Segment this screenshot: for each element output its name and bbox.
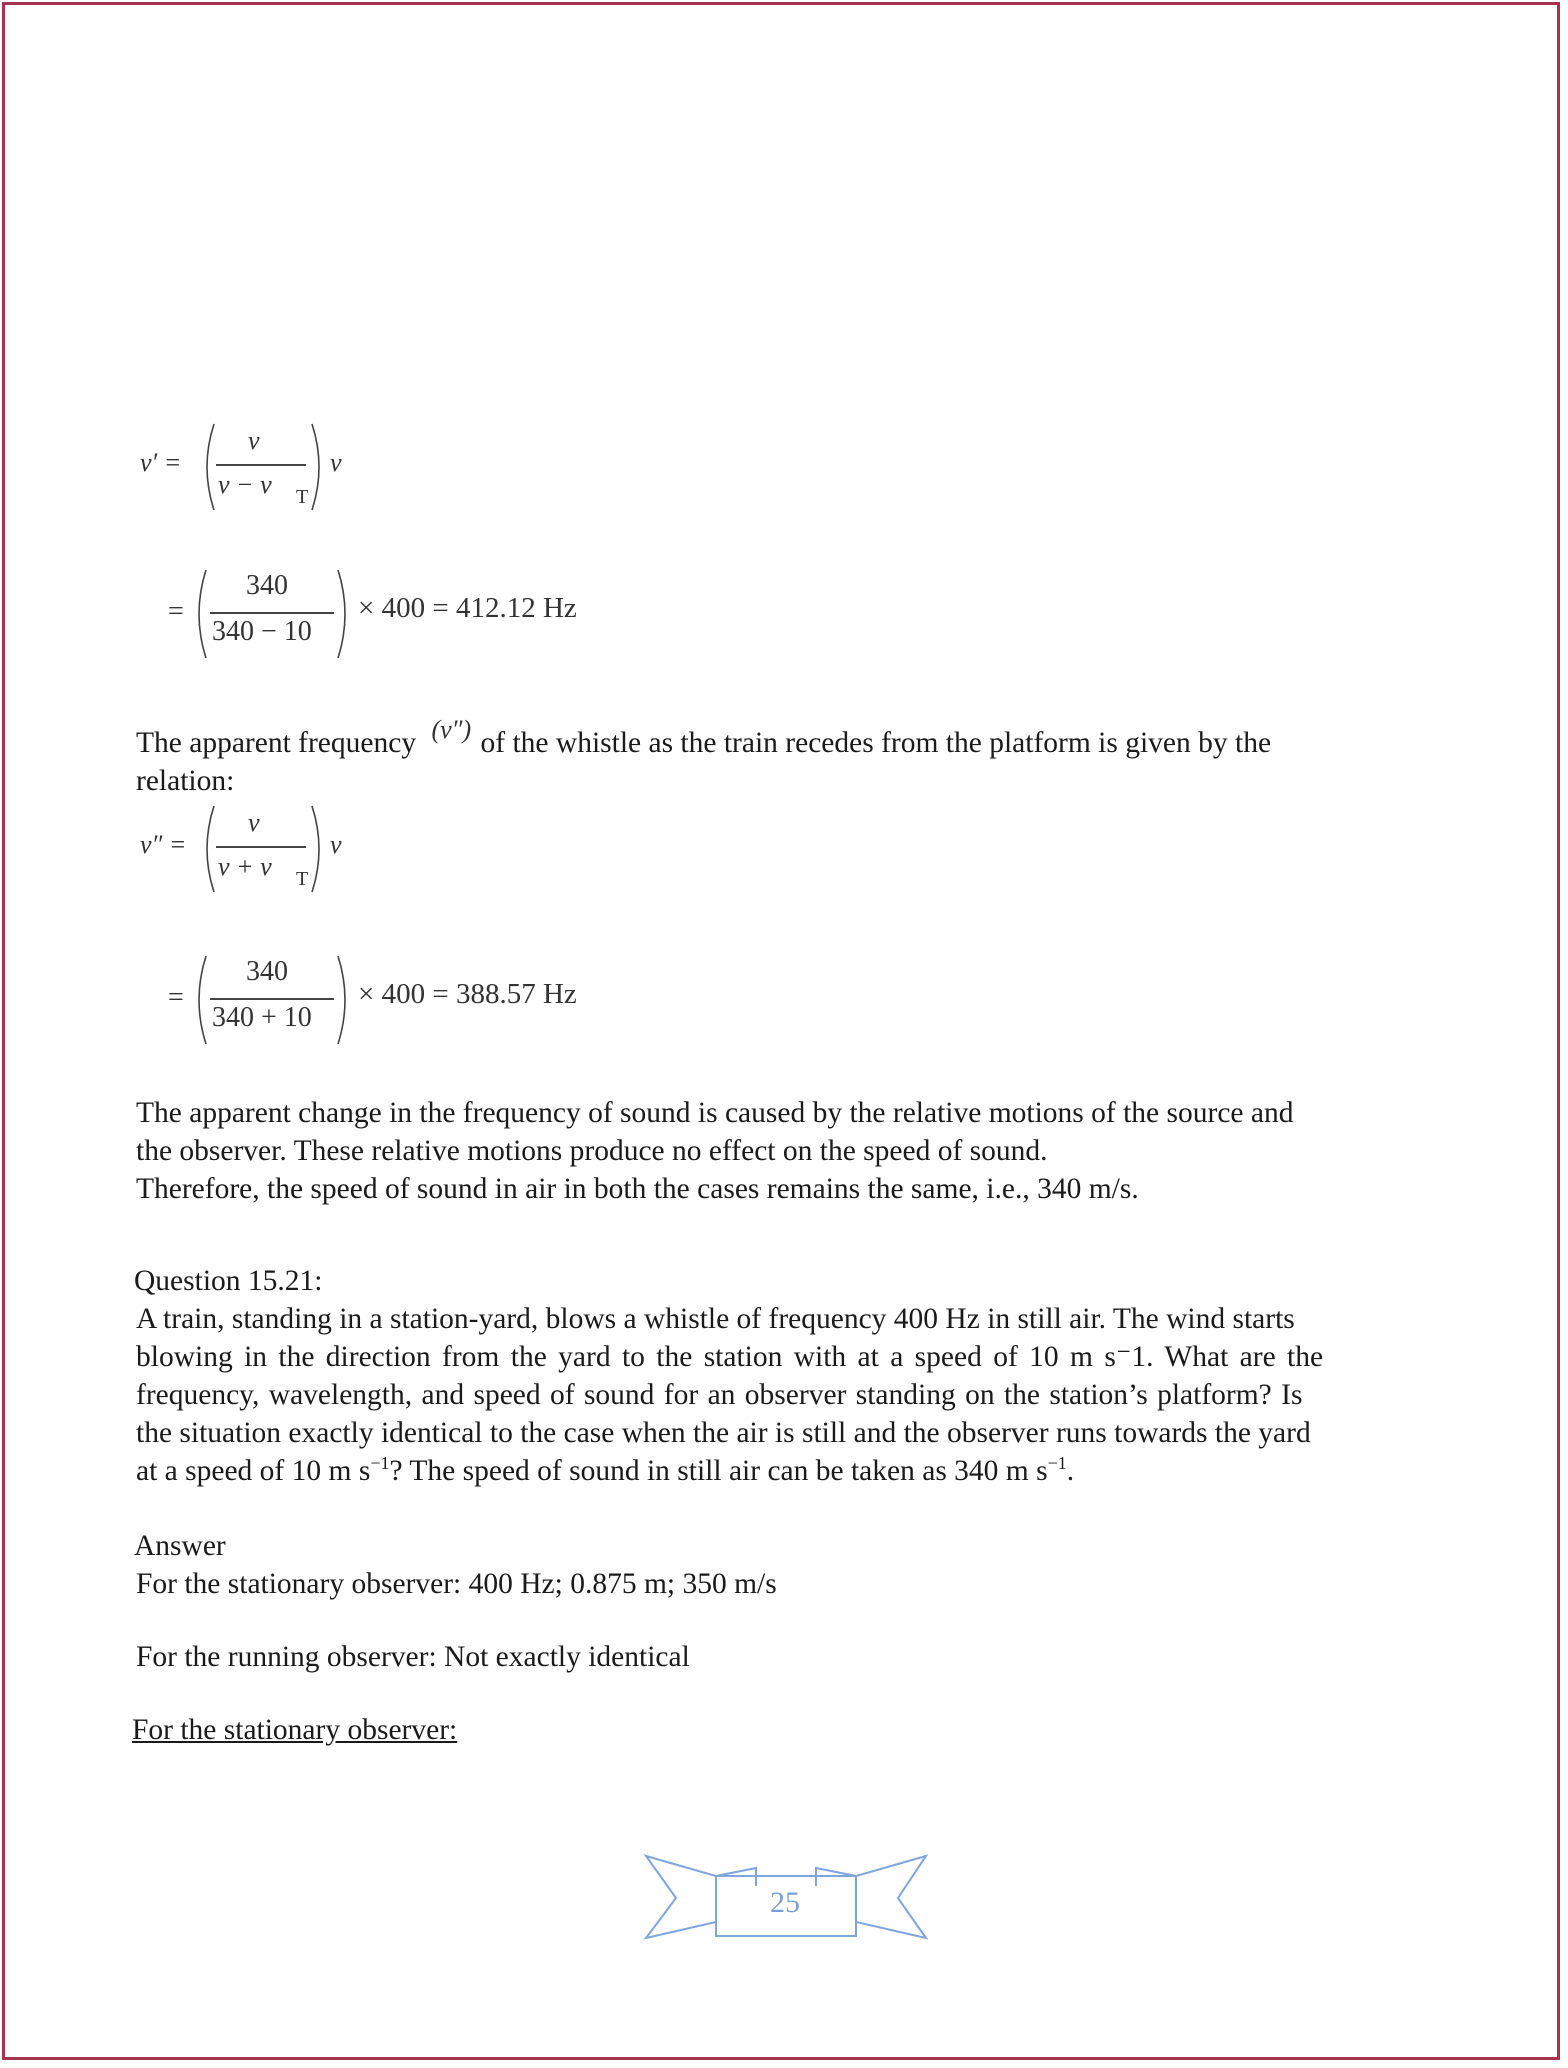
eq1-lhs: ν′ = — [140, 448, 182, 477]
question-line-5-sup2: −1 — [1047, 1453, 1067, 1474]
question-title: Question 15.21: — [134, 1265, 323, 1297]
eq3-denominator: v + v — [218, 852, 272, 881]
para-change-line-3: Therefore, the speed of sound in air in both the cases remains the same, i.e., 340 m/s. — [136, 1173, 1139, 1205]
eq1-denominator: v − v — [218, 470, 272, 499]
eq1-denominator-subscript: T — [296, 486, 309, 508]
nu-double-prime-symbol: (ν″) — [431, 715, 472, 744]
para-change-line-2: the observer. These relative motions produce no effect on the speed of sound. — [136, 1135, 1048, 1167]
question-line-2: blowing in the direction from the yard to the station with at a speed of 10 m s⁻1. What are the — [136, 1341, 1324, 1373]
page-number: 25 — [770, 1886, 800, 1919]
eq4-right-paren — [334, 954, 354, 1046]
eq1-fraction-bar — [216, 464, 306, 466]
eq1-rhs: ν — [330, 448, 342, 477]
eq4-fraction-bar — [210, 998, 334, 1000]
question-line-5b: ? The speed of sound in still air can be taken as 340 m s — [389, 1455, 1048, 1487]
apparent-frequency-line-2 — [136, 762, 234, 800]
answer-line-2: For the running observer: Not exactly identical — [136, 1641, 690, 1673]
eq1-right-paren — [308, 422, 328, 512]
eq4-numerator: 340 — [246, 956, 288, 987]
eq2-rest: × 400 = 412.12 Hz — [358, 592, 577, 624]
eq3-left-paren — [198, 804, 218, 894]
eq2-fraction-bar — [210, 612, 334, 614]
eq2-denominator: 340 − 10 — [212, 616, 312, 647]
equation-nu-prime — [136, 420, 376, 520]
eq1-left-paren — [198, 422, 218, 512]
equation-nu-double-prime — [136, 804, 376, 904]
eq4-left-paren — [190, 954, 210, 1046]
question-line-1: A train, standing in a station-yard, blows a whistle of frequency 400 Hz in still air. The wind starts — [136, 1303, 1295, 1335]
answer-line-1: For the stationary observer: 400 Hz; 0.875 m; 350 m/s — [136, 1568, 777, 1600]
eq4-denominator: 340 + 10 — [212, 1002, 312, 1033]
eq3-rhs: ν — [330, 830, 342, 859]
equation-result-approach — [136, 568, 616, 668]
question-line-4: the situation exactly identical to the case when the air is still and the observer runs towards the yard — [136, 1417, 1311, 1449]
eq3-right-paren — [308, 804, 328, 894]
eq1-numerator: v — [248, 426, 260, 455]
apparent-frequency-line — [136, 715, 1272, 763]
question-line-3: frequency, wavelength, and speed of sound for an observer standing on the station’s platform? Is — [136, 1379, 1303, 1411]
apparent-frequency-text-a: The apparent frequency — [136, 727, 417, 759]
eq4-rest: × 400 = 388.57 Hz — [358, 978, 577, 1010]
question-line-5a: at a speed of 10 m s — [136, 1455, 371, 1487]
eq4-equals: = — [168, 982, 184, 1013]
answer-label: Answer — [134, 1530, 226, 1562]
eq2-right-paren — [334, 568, 354, 660]
question-line-5 — [136, 1452, 1074, 1490]
eq3-fraction-bar — [216, 846, 306, 848]
equation-result-recede — [136, 954, 616, 1054]
eq3-lhs: ν″ = — [140, 830, 187, 859]
eq2-numerator: 340 — [246, 570, 288, 601]
eq2-left-paren — [190, 568, 210, 660]
apparent-frequency-text-c: relation: — [136, 765, 235, 797]
subheading-stationary-observer: For the stationary observer: — [132, 1714, 458, 1746]
para-change-line-1: The apparent change in the frequency of sound is caused by the relative motions of the source and — [136, 1097, 1294, 1129]
question-line-5c: . — [1066, 1455, 1075, 1487]
apparent-frequency-text-b: of the whistle as the train recedes from the platform is given by the — [480, 727, 1272, 759]
question-line-5-sup1: −1 — [370, 1453, 390, 1474]
eq3-denominator-subscript: T — [296, 868, 309, 890]
eq3-numerator: v — [248, 808, 260, 837]
eq2-equals: = — [168, 596, 184, 627]
